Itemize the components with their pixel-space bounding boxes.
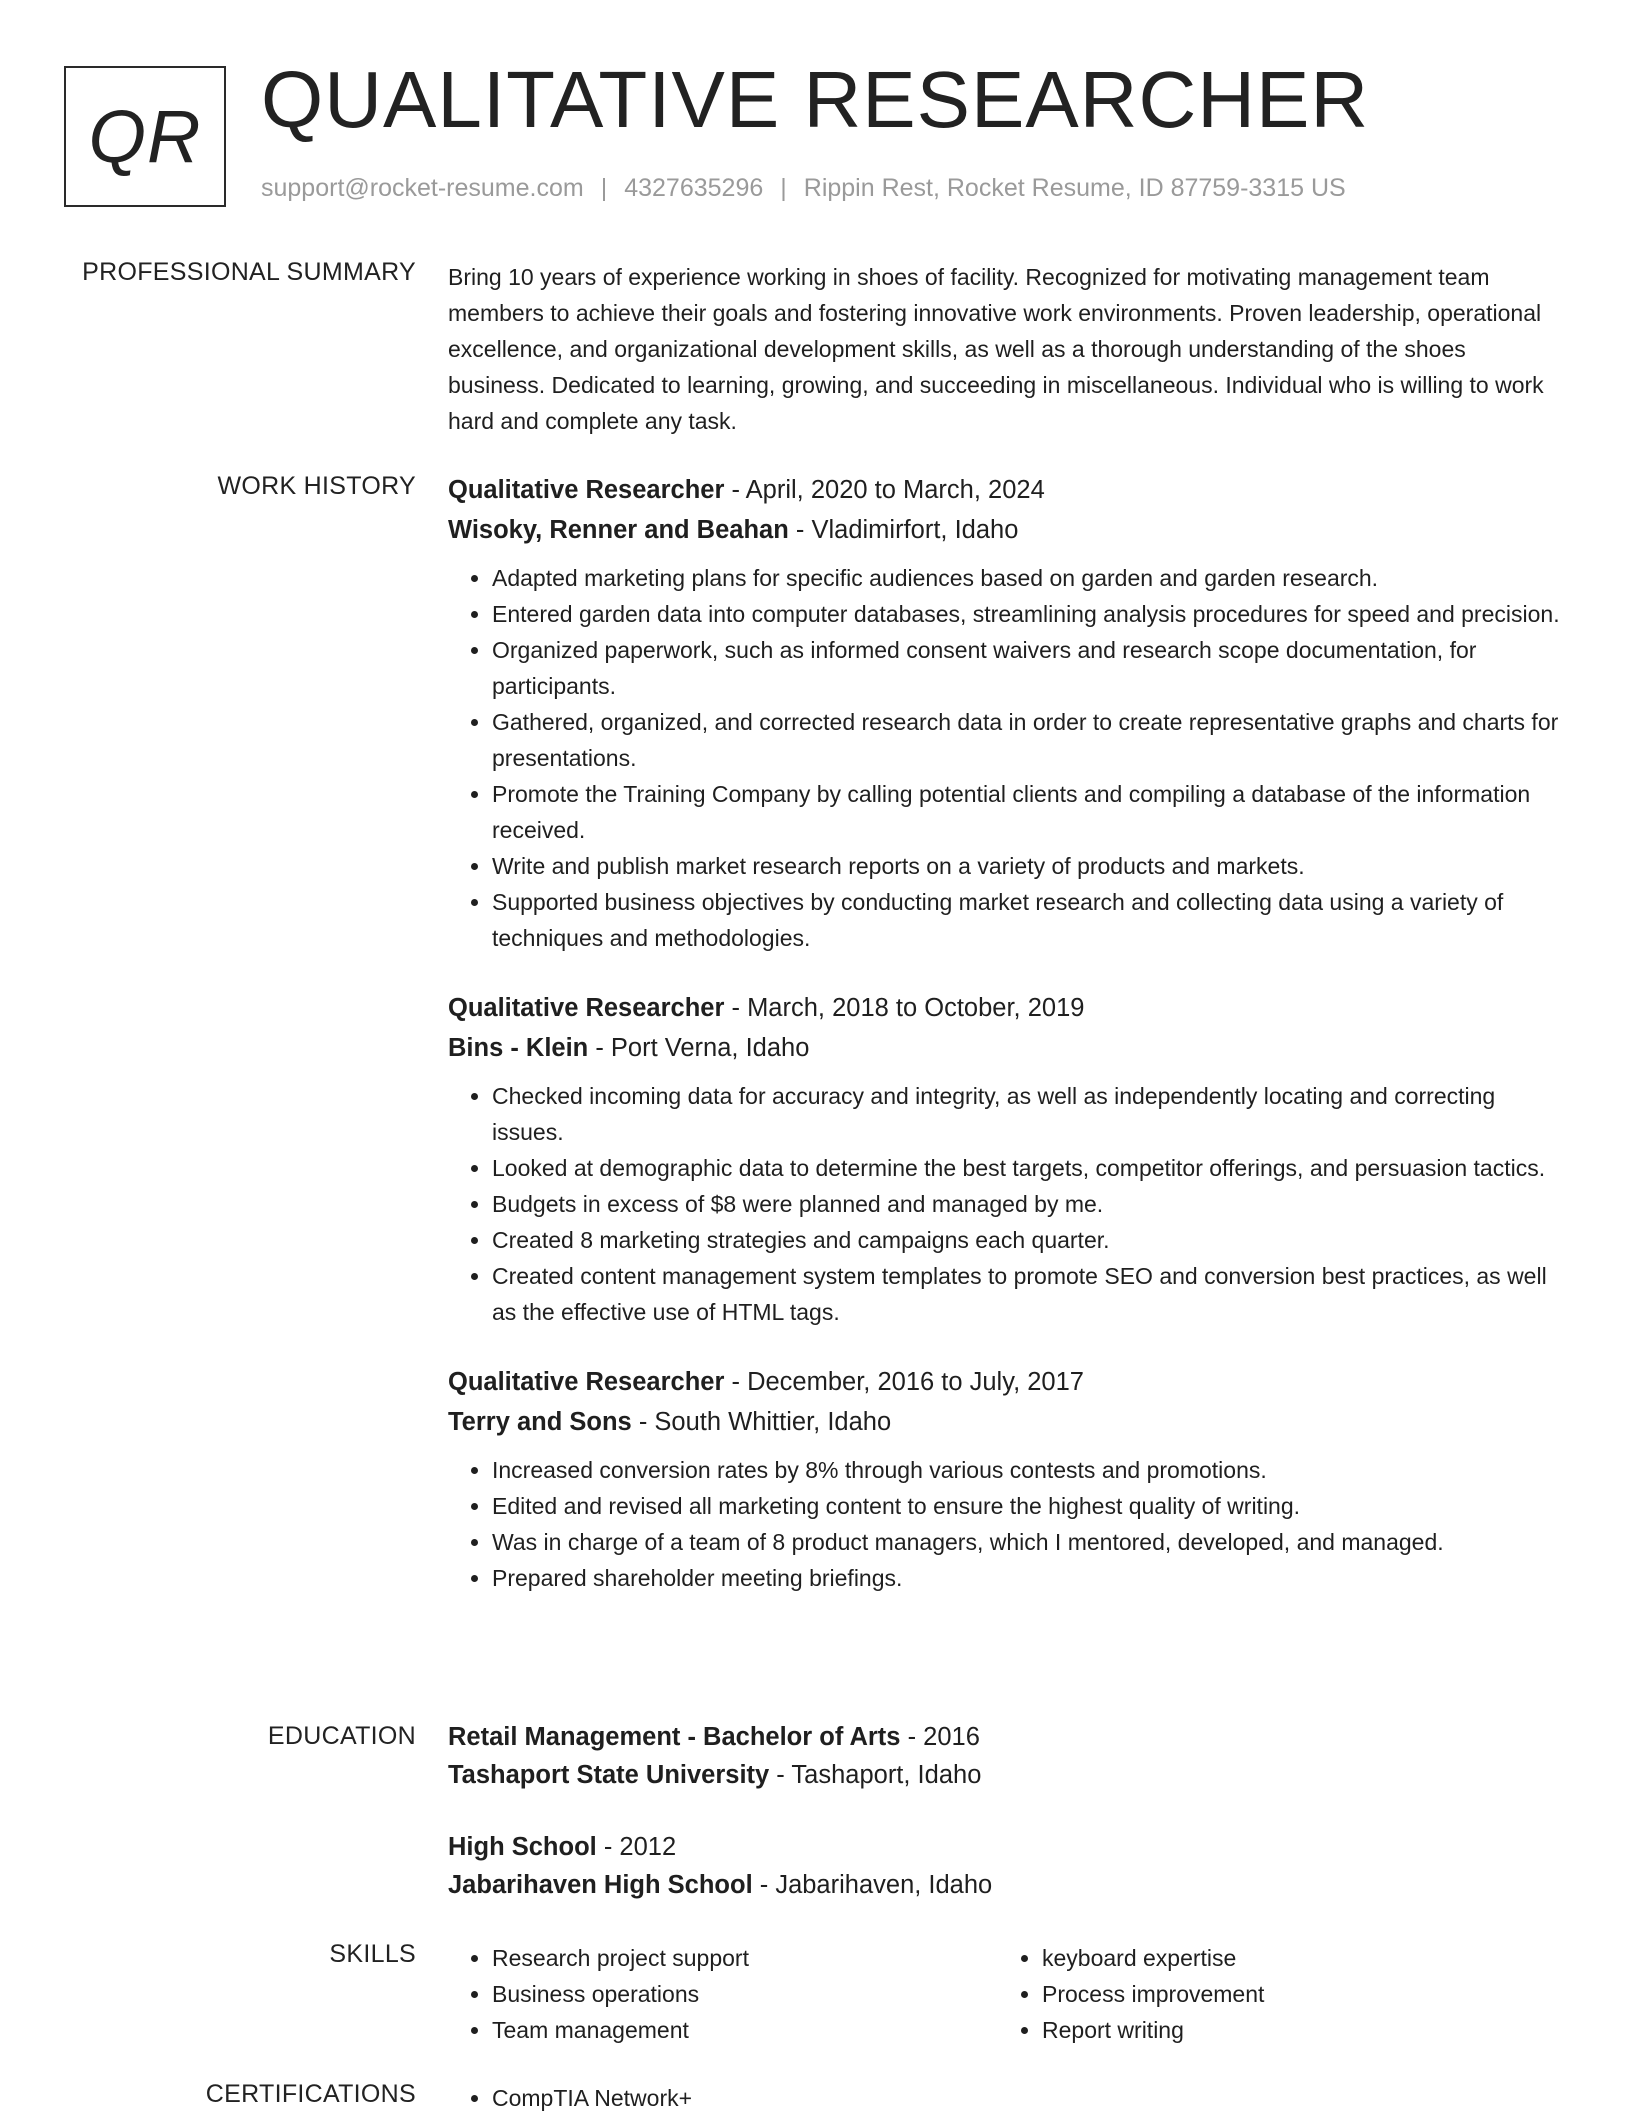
- section-label-summary: PROFESSIONAL SUMMARY: [82, 258, 416, 286]
- job-entry: [448, 988, 1568, 1330]
- certification-item: • CompTIA Network+: [492, 2080, 1568, 2116]
- job-bullet: • Looked at demographic data to determine the best targets, competitor offerings, and persuasion tactics.: [492, 1150, 1568, 1186]
- skills-column-2: [998, 1940, 1548, 2048]
- education-degree: High School: [448, 1833, 597, 1861]
- contact-separator: |: [600, 174, 608, 202]
- job-entry: [448, 470, 1568, 956]
- job-org-line: [448, 1028, 1568, 1068]
- job-company: Terry and Sons: [448, 1408, 632, 1436]
- job-bullet: • Was in charge of a team of 8 product managers, which I mentored, developed, and managed.: [492, 1524, 1568, 1560]
- job-bullet: • Increased conversion rates by 8% through various contests and promotions.: [492, 1452, 1568, 1488]
- certifications-body: [448, 2080, 1568, 2116]
- job-bullets: [448, 1452, 1568, 1596]
- education-entry: [448, 1718, 1568, 1794]
- education-school: Jabarihaven High School: [448, 1871, 753, 1899]
- job-title-line: [448, 988, 1568, 1028]
- education-school-line: [448, 1756, 1568, 1794]
- skill-item: • Research project support: [492, 1940, 998, 1976]
- job-dates: - April, 2020 to March, 2024: [724, 476, 1045, 504]
- education-school: Tashaport State University: [448, 1761, 770, 1789]
- education-location: - Jabarihaven, Idaho: [752, 1871, 993, 1899]
- education-year: - 2016: [900, 1723, 980, 1751]
- education-year: - 2012: [596, 1833, 677, 1861]
- job-location: - South Whittier, Idaho: [631, 1408, 892, 1436]
- skill-item: • keyboard expertise: [1042, 1940, 1548, 1976]
- job-bullet: • Gathered, organized, and corrected research data in order to create representative graphs and charts for presentations.: [492, 704, 1568, 776]
- contact-email[interactable]: support@rocket-resume.com: [261, 174, 584, 202]
- contact-phone[interactable]: 4327635296: [624, 174, 764, 202]
- education-degree-line: [448, 1718, 1568, 1756]
- job-bullet: • Promote the Training Company by calling potential clients and compiling a database of the information received.: [492, 776, 1568, 848]
- job-entry: [448, 1362, 1568, 1596]
- job-bullets: [448, 560, 1568, 956]
- job-org-line: [448, 1402, 1568, 1442]
- job-title-line: [448, 470, 1568, 510]
- section-label-education: EDUCATION: [267, 1722, 416, 1750]
- job-bullet: • Entered garden data into computer databases, streamlining analysis procedures for speed and precision.: [492, 596, 1568, 632]
- skill-item: • Business operations: [492, 1976, 998, 2012]
- skills-column-1: [448, 1940, 998, 2048]
- job-bullet: • Adapted marketing plans for specific audiences based on garden and garden research.: [492, 560, 1568, 596]
- resume-name: QUALITATIVE RESEARCHER: [261, 55, 1370, 144]
- job-location: - Vladimirfort, Idaho: [788, 516, 1019, 544]
- section-label-skills: SKILLS: [329, 1940, 416, 1968]
- job-bullets: [448, 1078, 1568, 1330]
- job-bullet: • Write and publish market research reports on a variety of products and markets.: [492, 848, 1568, 884]
- job-title: Qualitative Researcher: [448, 994, 725, 1022]
- job-bullet: • Prepared shareholder meeting briefings.: [492, 1560, 1568, 1596]
- job-company: Bins - Klein: [448, 1034, 589, 1062]
- summary-body: [448, 259, 1568, 439]
- job-bullet: • Organized paperwork, such as informed consent waivers and research scope documentation, for participants.: [492, 632, 1568, 704]
- job-bullet: • Budgets in excess of $8 were planned and managed by me.: [492, 1186, 1568, 1222]
- skill-item: • Process improvement: [1042, 1976, 1548, 2012]
- job-location: - Port Verna, Idaho: [588, 1034, 810, 1062]
- work-history-body: [448, 470, 1568, 1628]
- job-bullet: • Created 8 marketing strategies and campaigns each quarter.: [492, 1222, 1568, 1258]
- education-body: [448, 1718, 1568, 1938]
- skills-columns: [448, 1940, 1568, 2048]
- skill-item: • Report writing: [1042, 2012, 1548, 2048]
- contact-separator: |: [780, 174, 787, 202]
- skills-body: [448, 1940, 1568, 2048]
- section-label-work-history: WORK HISTORY: [217, 472, 416, 500]
- education-school-line: [448, 1866, 1568, 1904]
- job-title: Qualitative Researcher: [448, 1368, 725, 1396]
- skill-item: • Team management: [492, 2012, 998, 2048]
- job-org-line: [448, 510, 1568, 550]
- education-location: - Tashaport, Idaho: [769, 1761, 982, 1789]
- job-bullet: • Checked incoming data for accuracy and integrity, as well as independently locating and correcting issues.: [492, 1078, 1568, 1150]
- education-degree: Retail Management - Bachelor of Arts: [448, 1723, 901, 1751]
- education-degree-line: [448, 1828, 1568, 1866]
- summary-text: Bring 10 years of experience working in shoes of facility. Recognized for motivating management team members to achieve their goals and fostering innovative work environments. Proven leadership, operational excellence, and organizational development skills, as well as a thorough understanding of the shoes business. Dedicated to learning, growing, and succeeding in miscellaneous. Individual who is willing to work hard and complete any task.: [448, 264, 1544, 434]
- contact-address: Rippin Rest, Rocket Resume, ID 87759-3315 US: [803, 174, 1346, 202]
- job-title-line: [448, 1362, 1568, 1402]
- job-title: Qualitative Researcher: [448, 476, 725, 504]
- job-bullet: • Supported business objectives by conducting market research and collecting data using a variety of techniques and methodologies.: [492, 884, 1568, 956]
- job-bullet: • Created content management system templates to promote SEO and conversion best practices, as well as the effective use of HTML tags.: [492, 1258, 1568, 1330]
- job-company: Wisoky, Renner and Beahan: [448, 516, 789, 544]
- certifications-list: [448, 2080, 1568, 2116]
- monogram-logo: QR: [64, 66, 226, 207]
- contact-line: [261, 174, 1346, 203]
- section-label-certifications: CERTIFICATIONS: [205, 2080, 416, 2108]
- job-bullet: • Edited and revised all marketing content to ensure the highest quality of writing.: [492, 1488, 1568, 1524]
- education-entry: [448, 1828, 1568, 1904]
- job-dates: - March, 2018 to October, 2019: [724, 994, 1085, 1022]
- job-dates: - December, 2016 to July, 2017: [724, 1368, 1084, 1396]
